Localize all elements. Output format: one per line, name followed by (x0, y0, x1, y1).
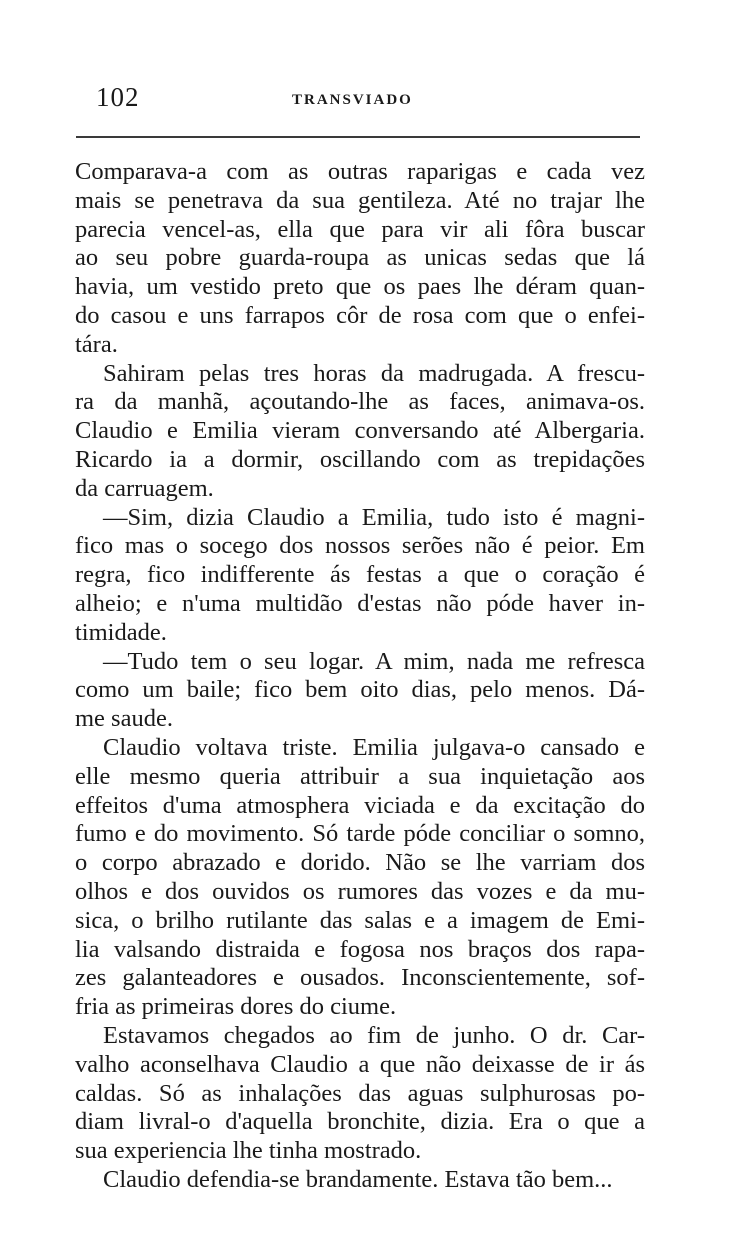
text-line: como um baile; fico bem oito dias, pelo menos. Dá- (75, 676, 645, 704)
text-line: diam livral-o d'aquella bronchite, dizia. Era o que a (75, 1108, 645, 1136)
text-line: Estavamos chegados ao fim de junho. O dr. Car- (103, 1021, 645, 1049)
text-line: havia, um vestido preto que os paes lhe déram quan- (75, 273, 645, 301)
text-line: valho aconselhava Claudio a que não deixasse de ir ás (75, 1050, 645, 1078)
text-line: timidade. (75, 618, 167, 646)
text-line: Sahiram pelas tres horas da madrugada. A frescu- (103, 359, 645, 387)
text-line: alheio; e n'uma multidão d'estas não póde haver in- (75, 589, 645, 617)
text-line: do casou e uns farrapos côr de rosa com que o enfei- (75, 301, 645, 329)
text-line: olhos e dos ouvidos os rumores das vozes e da mu- (75, 877, 645, 905)
text-line: Claudio defendia-se brandamente. Estava tão bem... (103, 1165, 613, 1193)
text-line: ao seu pobre guarda-roupa as unicas sedas que lá (75, 244, 645, 272)
text-line: Claudio e Emilia vieram conversando até Albergaria. (75, 417, 645, 445)
running-title: TRANSVIADO (292, 92, 413, 108)
text-line: tára. (75, 330, 118, 358)
text-line: regra, fico indifferente ás festas a que o coração é (75, 561, 645, 589)
text-line: —Tudo tem o seu logar. A mim, nada me refresca (103, 647, 645, 675)
text-line: Ricardo ia a dormir, oscillando com as trepidações (75, 445, 645, 473)
header-rule (76, 136, 640, 138)
text-line: lia valsando distraida e fogosa nos braços dos rapa- (75, 935, 645, 963)
text-line: sua experiencia lhe tinha mostrado. (75, 1137, 422, 1165)
text-line: —Sim, dizia Claudio a Emilia, tudo isto é magni- (103, 503, 645, 531)
text-line: caldas. Só as inhalações das aguas sulphurosas po- (75, 1079, 645, 1107)
text-line: fria as primeiras dores do ciume. (75, 993, 397, 1021)
text-line: elle mesmo queria attribuir a sua inquietação aos (75, 762, 645, 790)
body-text (75, 158, 645, 1195)
text-line: o corpo abrazado e dorido. Não se lhe varriam dos (75, 849, 645, 877)
text-line: parecia vencel-as, ella que para vir ali fôra buscar (75, 215, 645, 243)
text-line: zes galanteadores e ousados. Inconscientemente, sof- (75, 964, 645, 992)
text-line: mais se penetrava da sua gentileza. Até no trajar lhe (75, 186, 645, 214)
page-header (96, 82, 640, 122)
text-line: ra da manhã, açoutando-lhe as faces, animava-os. (75, 388, 645, 416)
text-line: effeitos d'uma atmosphera viciada e da excitação do (75, 791, 645, 819)
text-line: sica, o brilho rutilante das salas e a imagem de Emi- (75, 906, 645, 934)
text-line: da carruagem. (75, 474, 214, 502)
page-number: 102 (96, 82, 140, 112)
text-line: fico mas o socego dos nossos serões não é peior. Em (75, 532, 645, 560)
text-line: Comparava-a com as outras raparigas e cada vez (75, 158, 645, 185)
text-line: me saude. (75, 705, 173, 733)
text-line: Claudio voltava triste. Emilia julgava-o cansado e (103, 733, 645, 761)
text-line: fumo e do movimento. Só tarde póde conciliar o somno, (75, 820, 645, 848)
